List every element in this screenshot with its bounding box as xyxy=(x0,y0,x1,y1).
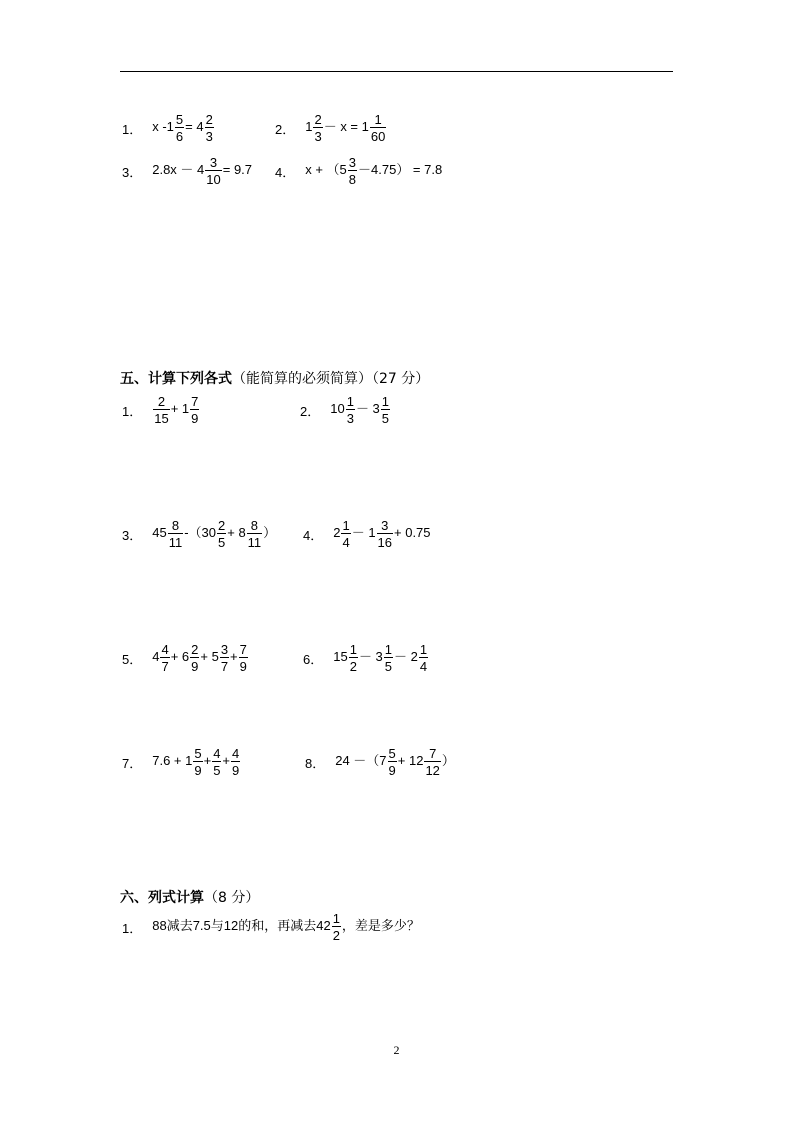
denominator: 9 xyxy=(191,411,199,426)
numerator: 5 xyxy=(175,112,184,127)
equation-1 xyxy=(122,106,215,150)
numerator: 7 xyxy=(191,394,199,409)
expression-text: 15 xyxy=(333,649,348,665)
item-number: 1． xyxy=(122,920,143,936)
numerator: 1 xyxy=(374,112,382,127)
fraction xyxy=(175,113,184,143)
denominator: 11 xyxy=(247,535,262,550)
denominator: 5 xyxy=(381,411,390,426)
expression-text: = 9.7 xyxy=(222,162,253,178)
numerator: 3 xyxy=(348,155,357,170)
section-title: 六、列式计算 xyxy=(120,890,204,906)
problem-8 xyxy=(305,740,455,784)
numerator: 4 xyxy=(161,642,169,657)
denominator: 5 xyxy=(384,659,393,674)
fraction xyxy=(247,519,263,549)
fraction xyxy=(388,747,397,777)
numerator: 1 xyxy=(381,394,390,409)
item-number: 5． xyxy=(122,651,143,667)
problem-5 xyxy=(122,636,249,680)
expression-text: 1 xyxy=(305,119,313,135)
item-number: 7． xyxy=(122,755,143,771)
expression-text: -（30 xyxy=(184,525,216,541)
fraction xyxy=(190,395,199,425)
numerator: 4 xyxy=(232,746,240,761)
expression-text: + xyxy=(203,753,212,769)
numerator: 2 xyxy=(314,112,322,127)
denominator: 9 xyxy=(194,763,202,778)
fraction xyxy=(231,747,240,777)
numerator: 2 xyxy=(191,642,199,657)
denominator: 4 xyxy=(342,535,350,550)
denominator: 12 xyxy=(425,763,440,778)
fraction xyxy=(160,643,169,673)
fraction xyxy=(381,395,390,425)
expression-text: －4.75） = 7.8 xyxy=(358,162,443,178)
denominator: 2 xyxy=(349,659,357,674)
problem-1 xyxy=(122,388,200,432)
fraction xyxy=(424,747,440,777)
expression-text: － 2 xyxy=(394,649,418,665)
expression-text: x -1 xyxy=(152,119,174,135)
fraction xyxy=(239,643,248,673)
denominator: 3 xyxy=(314,129,322,144)
item-number: 1． xyxy=(122,403,143,419)
item-number: 8． xyxy=(305,755,326,771)
fraction xyxy=(168,519,184,549)
numerator: 3 xyxy=(381,518,389,533)
section-six-heading xyxy=(120,887,259,907)
fraction xyxy=(217,519,226,549)
expression-text: + 6 xyxy=(170,649,190,665)
expression-text: ） xyxy=(263,525,277,541)
expression-text: + xyxy=(230,649,238,665)
item-number: 3． xyxy=(122,527,143,543)
fraction xyxy=(377,519,393,549)
section-five-heading xyxy=(120,368,429,388)
denominator: 7 xyxy=(161,659,169,674)
fraction xyxy=(313,113,322,143)
item-number: 2． xyxy=(275,121,296,137)
denominator: 4 xyxy=(419,659,428,674)
numerator: 8 xyxy=(250,518,259,533)
fraction xyxy=(348,156,357,186)
item-number: 1． xyxy=(122,121,143,137)
expression-text: + 5 xyxy=(200,649,219,665)
numerator: 2 xyxy=(218,518,226,533)
denominator: 7 xyxy=(220,659,229,674)
fraction xyxy=(384,643,393,673)
expression-text: － 3 xyxy=(355,401,380,417)
denominator: 9 xyxy=(232,763,240,778)
expression-text: + 1 xyxy=(170,401,190,417)
fraction xyxy=(332,912,341,942)
expression-text: 88减去7.5与12的和，再减去42 xyxy=(152,918,331,934)
expression-text: + 12 xyxy=(397,753,424,769)
denominator: 2 xyxy=(332,928,340,943)
denominator: 15 xyxy=(154,411,169,426)
expression-text: 2.8x － 4 xyxy=(152,162,205,178)
denominator: 5 xyxy=(218,535,226,550)
fraction xyxy=(190,643,199,673)
numerator: 2 xyxy=(205,112,213,127)
problem-2 xyxy=(300,388,391,432)
numerator: 5 xyxy=(388,746,396,761)
fraction xyxy=(341,519,350,549)
expression-text: － 3 xyxy=(358,649,383,665)
section-note: （8 分） xyxy=(204,890,260,906)
item-number: 4． xyxy=(303,527,324,543)
numerator: 1 xyxy=(349,642,357,657)
expression-text: ） xyxy=(441,753,455,769)
denominator: 5 xyxy=(213,763,221,778)
item-number: 4． xyxy=(275,164,296,180)
numerator: 3 xyxy=(220,642,229,657)
expression-text: ，差是多少？ xyxy=(341,918,420,934)
problem-6 xyxy=(303,636,429,680)
expression-text: － 1 xyxy=(351,525,376,541)
header-rule xyxy=(120,71,673,72)
fraction xyxy=(193,747,202,777)
fraction xyxy=(419,643,428,673)
expression-text: 10 xyxy=(330,401,345,417)
item-number: 2． xyxy=(300,403,321,419)
expression-text: 4 xyxy=(152,649,160,665)
expression-text: + xyxy=(222,753,231,769)
expression-text: + 0.75 xyxy=(394,525,431,541)
expression-text: = 4 xyxy=(185,119,204,135)
numerator: 5 xyxy=(194,746,202,761)
denominator: 9 xyxy=(388,763,396,778)
fraction xyxy=(370,113,386,143)
section-title: 五、计算下列各式 xyxy=(120,371,232,387)
denominator: 9 xyxy=(191,659,199,674)
denominator: 60 xyxy=(370,129,386,144)
numerator: 1 xyxy=(419,642,428,657)
item-number: 3． xyxy=(122,164,143,180)
fraction xyxy=(220,643,229,673)
expression-text: + 8 xyxy=(227,525,246,541)
denominator: 10 xyxy=(206,172,221,187)
numerator: 4 xyxy=(213,746,221,761)
numerator: 7 xyxy=(429,746,437,761)
numerator: 8 xyxy=(171,518,180,533)
fraction xyxy=(349,643,358,673)
denominator: 6 xyxy=(175,129,184,144)
expression-text: 7.6 + 1 xyxy=(152,753,193,769)
expression-text: 2 xyxy=(333,525,341,541)
word-problem-1 xyxy=(122,905,420,949)
fraction xyxy=(205,113,214,143)
denominator: 11 xyxy=(168,535,183,550)
item-number: 6． xyxy=(303,651,324,667)
equation-4 xyxy=(275,149,442,193)
fraction xyxy=(153,395,169,425)
section-note: （能简算的必须简算）（27 分） xyxy=(232,371,430,387)
denominator: 3 xyxy=(205,129,213,144)
expression-text: － x = 1 xyxy=(323,119,369,135)
numerator: 1 xyxy=(346,394,354,409)
problem-3 xyxy=(122,512,276,556)
numerator: 1 xyxy=(342,518,350,533)
expression-text: 45 xyxy=(152,525,167,541)
numerator: 2 xyxy=(157,394,166,409)
equation-3 xyxy=(122,149,252,193)
fraction xyxy=(346,395,355,425)
denominator: 16 xyxy=(377,535,393,550)
numerator: 1 xyxy=(384,642,393,657)
denominator: 8 xyxy=(348,172,357,187)
problem-4 xyxy=(303,512,431,556)
equation-2 xyxy=(275,106,387,150)
problem-7 xyxy=(122,740,241,784)
fraction xyxy=(212,747,221,777)
numerator: 1 xyxy=(332,911,340,926)
numerator: 7 xyxy=(239,642,247,657)
expression-text: x + （5 xyxy=(305,162,347,178)
numerator: 3 xyxy=(209,155,218,170)
denominator: 3 xyxy=(346,411,354,426)
page-number: 2 xyxy=(393,1043,400,1057)
fraction xyxy=(205,156,221,186)
denominator: 9 xyxy=(239,659,247,674)
expression-text: 24 －（7 xyxy=(335,753,387,769)
